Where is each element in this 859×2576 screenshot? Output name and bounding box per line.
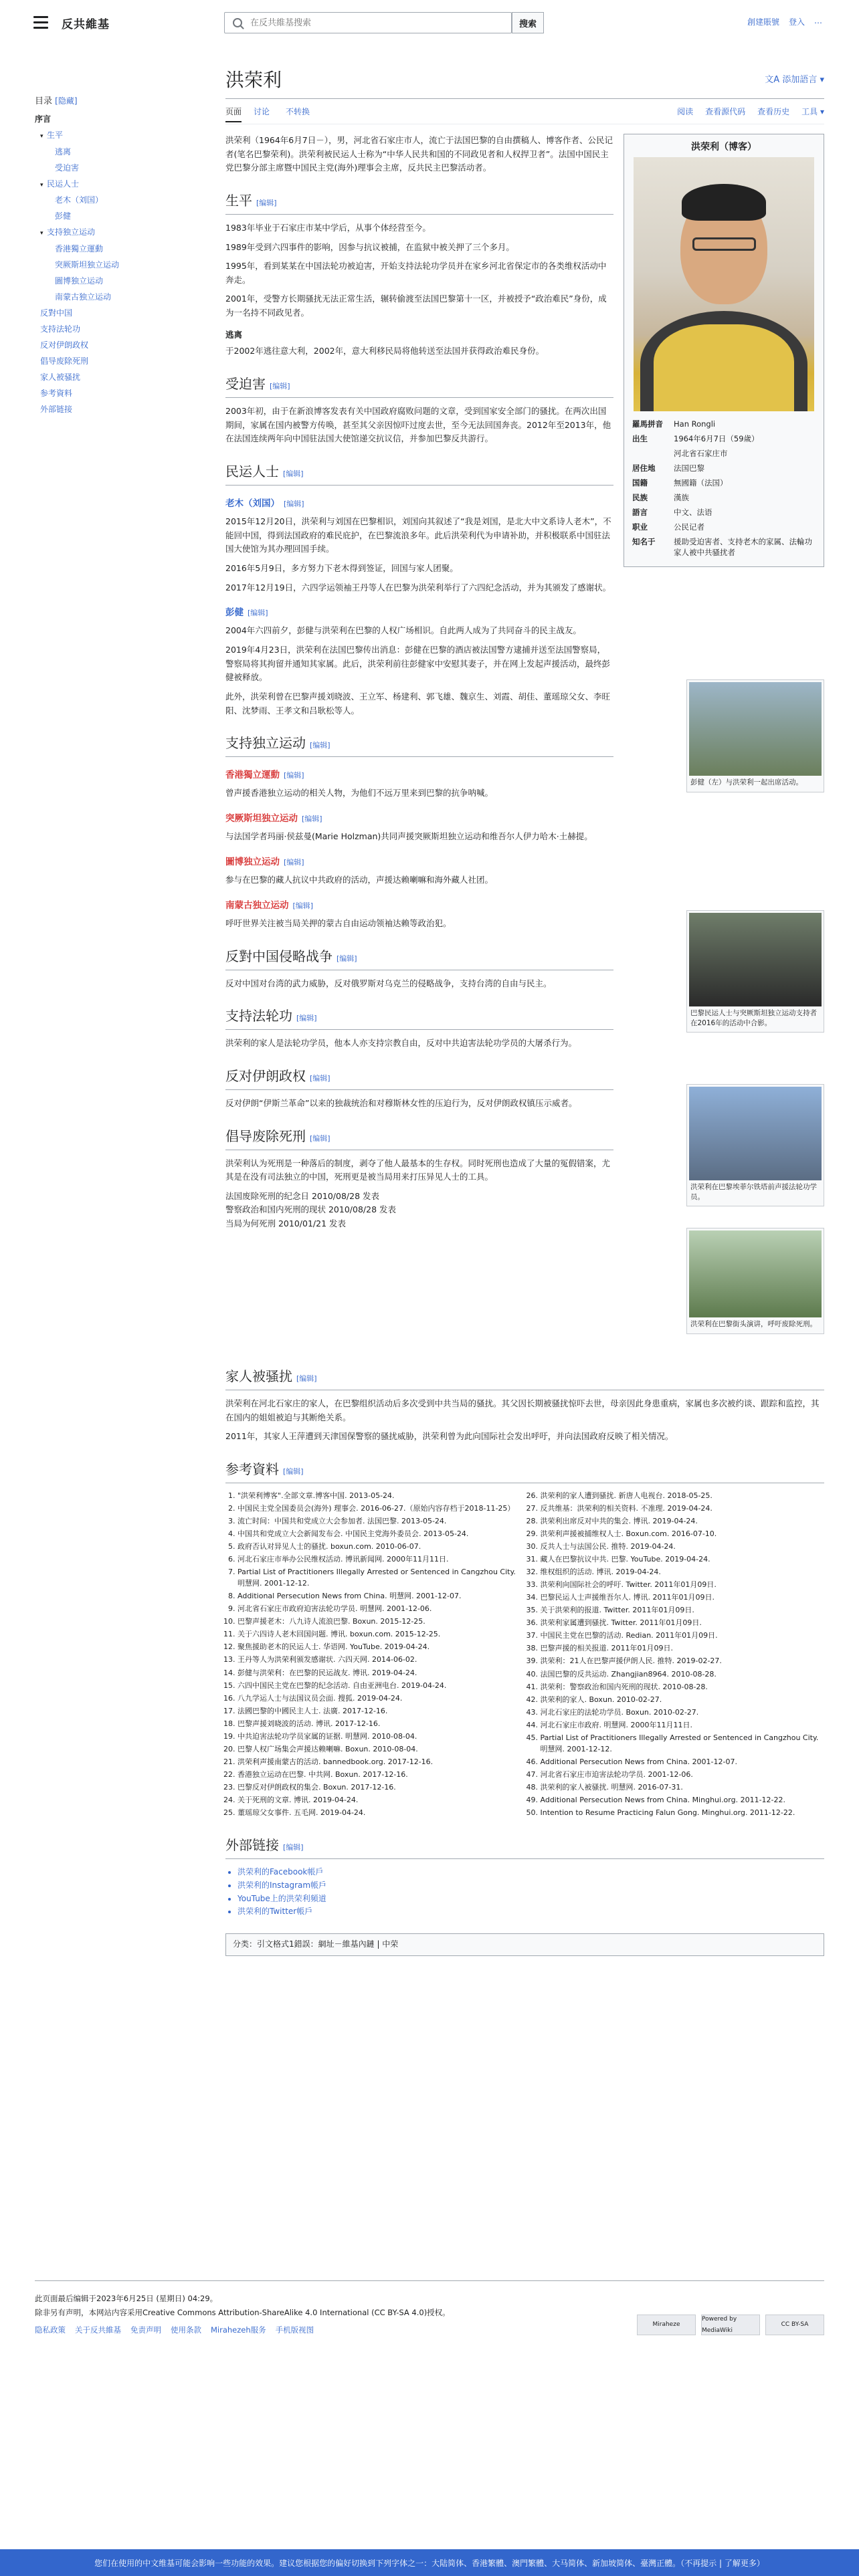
thumb-image[interactable]: 彭健（左）与洪荣利一起出席活动。 — [686, 679, 824, 792]
reference-item[interactable]: 17. 法國巴黎的中國民主人士. 法廣. 2017-12-16. — [237, 1705, 522, 1717]
laomu-text: 2016年5月9日，多方努力下老木得到签证，回国与家人团聚。 — [225, 562, 458, 573]
search-button[interactable]: 搜索 — [512, 12, 544, 33]
toc-list — [35, 113, 195, 415]
section-tibet: 圖博独立运动 [编辑] — [225, 856, 304, 867]
section-laomu: 老木（刘国） [编辑] — [225, 498, 304, 509]
reference-item[interactable]: 32. 维权组织的活动. 博讯. 2019-04-24. — [541, 1566, 825, 1578]
footer-link[interactable]: 关于反共維基 — [75, 2325, 121, 2335]
section-pengjian: 彭健 [编辑] — [225, 607, 268, 619]
chevron-down-icon[interactable]: ▾ — [40, 230, 43, 237]
reference-item[interactable]: 7. Partial List of Practitioners Illegally Arrested or Sentenced in Cangzhou City. 明慧网. 2001-12-12. — [237, 1566, 522, 1589]
tab-page[interactable]: 页面 — [225, 106, 242, 122]
reference-item[interactable]: 12. 聚焦援助老木的民运人士. 华语网. YouTube. 2019-04-24. — [237, 1641, 522, 1652]
laomu-text: 2015年12月20日，洪荣利与刘国在巴黎相识，刘国向其叙述了“我是刘国，是北大中文系诗人老木”，不能回中国，得到法国政府的难民庇护，在巴黎流浪多年。此后洪荣利代为申请补助，并积极联系中国驻法国大使馆为其办理回国手续。 — [225, 516, 611, 554]
life-item: 1989年受到六四事件的影响，因参与抗议被捕，在监狱中被关押了三个多月。 — [225, 241, 514, 252]
tab-read[interactable]: 阅读 — [677, 107, 694, 116]
view-tabs — [677, 106, 824, 117]
reference-item[interactable]: 18. 巴黎声援刘晓波的活动. 博讯. 2017-12-16. — [237, 1718, 522, 1729]
infobox-row: 河北省石家庄市 — [674, 449, 728, 458]
add-languages-button[interactable]: 文A 添加語言 ▾ — [765, 75, 824, 85]
site-logo[interactable]: 反共維基 — [62, 18, 110, 31]
life-item: 1983年毕业于石家庄市某中学后，从事个体经营至今。 — [225, 222, 431, 233]
reference-item[interactable]: 6. 河北石家庄市举办公民维权活动. 博讯新闻网. 2000年11月11日. — [237, 1553, 522, 1565]
main-content — [225, 64, 824, 1949]
footer-link[interactable]: 使用条款 — [171, 2325, 201, 2335]
footer-link[interactable]: 手机版视图 — [275, 2325, 314, 2335]
pengjian-text: 此外，洪荣利曾在巴黎声援刘晓波、王立军、杨建利、郭飞雄、魏京生、刘霞、胡佳、董瑶琼父女、李旺阳、沈梦雨、王孝文和吕耿松等人。 — [225, 691, 611, 716]
top-header — [0, 0, 859, 47]
reference-item[interactable]: 31. 藏人在巴黎抗议中共. 巴黎. YouTube. 2019-04-24. — [541, 1553, 825, 1565]
reference-item[interactable]: 37. 中国民主党在巴黎的活动. Redian. 2011年01月09日. — [541, 1630, 825, 1641]
reference-item[interactable]: 43. 河北石家庄的法轮功学员. Boxun. 2010-02-27. — [541, 1707, 825, 1718]
reference-item[interactable]: 29. 洪荣利声援被捕维权人士. Boxun.com. 2016-07-10. — [541, 1528, 825, 1539]
reference-item[interactable]: 35. 关于洪荣利的报道. Twitter. 2011年01月09日. — [541, 1604, 825, 1616]
iran-text: 反对伊朗“伊斯兰革命”以来的独裁统治和对穆斯林女性的压迫行为，反对伊朗政权镇压示威者。 — [225, 1097, 577, 1108]
section-turk: 突厥斯坦独立运动 [编辑] — [225, 813, 322, 825]
footer — [35, 2280, 824, 2337]
reference-item[interactable]: 34. 巴黎民运人士声援维吾尔人. 博讯. 2011年01月09日. — [541, 1592, 825, 1603]
section-ext: 外部链接 [编辑] — [225, 1834, 824, 1859]
death-item: 当局为何死刑 2010/01/21 发表 — [225, 1218, 346, 1229]
laomu-text: 2017年12月19日，六四学运领袖王丹等人在巴黎为洪荣利举行了六四纪念活动，并为其颁发了感谢状。 — [225, 582, 611, 593]
intro-paragraph: 洪荣利（1964年6月7日－），男，河北省石家庄市人，流亡于法国巴黎的自由撰稿人、博客作者、公民记者(笔名巴黎荣利)。洪荣利被民运人士称为“中华人民共和国的不同政见者和人权捍卫者”。法国中国民主党巴黎分部主席暨中国民主党(海外)理事会主席，反共民主巴黎活动者。 — [225, 135, 613, 173]
portrait-image[interactable] — [634, 157, 814, 411]
create-account-link[interactable]: 創建賬號 — [747, 17, 779, 27]
thumb-image[interactable]: 洪荣利在巴黎埃菲尔铁塔前声援法轮功学员。 — [686, 1084, 824, 1206]
tab-variant[interactable]: 不转换 — [286, 107, 310, 116]
article-body — [225, 134, 613, 1231]
reference-item[interactable]: 33. 洪荣利向国际社会的呼吁. Twitter. 2011年01月09日. — [541, 1579, 825, 1590]
reference-item[interactable]: 38. 巴黎声援的相关报道. 2011年01月09日. — [541, 1642, 825, 1654]
infobox-row: 国籍 無國籍（法国） — [632, 478, 728, 488]
toc-item[interactable]: 参考資料 — [40, 388, 73, 398]
toc-item[interactable]: 彭健 — [55, 211, 72, 221]
section-death: 倡导废除死刑 [编辑] — [225, 1125, 613, 1150]
toc-item[interactable]: 受迫害 — [55, 163, 80, 173]
cc-badge[interactable]: CC BY-SA — [765, 2315, 824, 2335]
category-box[interactable]: 分类：引文格式1錯誤：網址－維基內鏈 | 中荣 — [225, 1933, 824, 1956]
toc-item[interactable]: 支持法轮功 — [40, 324, 81, 334]
reference-item[interactable]: 41. 洪荣利：警察政治和国内死刑的现状. 2010-08-28. — [541, 1681, 825, 1693]
toc-item[interactable]: 外部链接 — [40, 404, 73, 414]
toc-item[interactable]: 反對中国 — [40, 308, 73, 318]
lower-body — [225, 1351, 824, 1956]
reference-item[interactable]: 28. 洪荣利出席反对中共的集会. 博讯. 2019-04-24. — [541, 1515, 825, 1527]
reference-item[interactable]: 15. 六四中国民主党在巴黎的纪念活动. 自由亚洲电台. 2019-04-24. — [237, 1680, 522, 1691]
death-item: 法国废除死刑的纪念日 2010/08/28 发表 — [225, 1190, 379, 1201]
reference-item[interactable]: 4. 中国共和党成立大会新闻发布会. 中国民主党海外委员会. 2013-05-24. — [237, 1528, 522, 1539]
toc-item[interactable]: 香港獨立運動 — [55, 243, 104, 253]
external-link[interactable]: • 洪荣利的Instagram帳戶 — [237, 1879, 824, 1893]
reference-item[interactable]: 42. 洪荣利的家人. Boxun. 2010-02-27. — [541, 1694, 825, 1705]
family-text: 洪荣利在河北石家庄的家人，在巴黎组织活动后多次受到中共当局的骚扰。其父因长期被骚扰惊吓去世，母亲因此身患重病，家属也多次被约谈、跟踪和监控，其在国内的姐姐被迫与其断绝关系。 — [225, 1398, 820, 1422]
menu-icon[interactable] — [33, 16, 48, 29]
thumb-image[interactable]: 洪荣利在巴黎街头演讲，呼吁废除死刑。 — [686, 1228, 824, 1334]
page-title: 洪荣利 — [225, 69, 282, 91]
user-links — [747, 16, 822, 27]
search-box[interactable] — [224, 12, 512, 33]
reference-item[interactable]: 13. 王丹等人为洪荣利颁发感谢状. 六四天网. 2014-06-02. — [237, 1654, 522, 1665]
pengjian-text: 2019年4月23日，洪荣利在法国巴黎传出消息：彭健在巴黎的酒店被法国警方逮捕并送至法国警察局，警察局将其拘留并通知其家属。此后，洪荣利前往彭健家中安慰其妻子，并在网上发起声援活动，最终彭健被释放。 — [225, 645, 611, 683]
toc-hide-link[interactable]: [隐藏] — [55, 96, 78, 106]
death-text: 洪荣利认为死刑是一种落后的制度，剥夺了他人最基本的生存权。同时死刑也造成了大量的冤假错案，尤其是在没有司法独立的中国，死刑更是被当局用来打压异见人士的工具。 — [225, 1158, 611, 1182]
section-refs: 参考資料 [编辑] — [225, 1459, 824, 1483]
reference-item[interactable]: 22. 香港独立运动在巴黎. 中共网. Boxun. 2017-12-16. — [237, 1769, 522, 1780]
chevron-down-icon[interactable]: ▾ — [40, 181, 43, 189]
reference-item[interactable]: 48. 洪荣利的家人被骚扰. 明慧网. 2016-07-31. — [541, 1782, 825, 1793]
external-link[interactable]: • YouTube上的洪荣利頻道 — [237, 1893, 824, 1906]
login-link[interactable]: 登入 — [788, 17, 805, 27]
toc-item[interactable]: 反对伊朗政权 — [40, 340, 89, 350]
external-links-list — [225, 1866, 824, 1919]
footer-link[interactable]: Mirahezeh服务 — [211, 2325, 266, 2335]
toc-item[interactable]: 圖博独立运动 — [55, 276, 104, 286]
tibet-text: 参与在巴黎的藏人抗议中共政府的活动，声援达赖喇嘛和海外藏人社团。 — [225, 875, 494, 885]
hk-text: 曾声援香港独立运动的相关人物，为他们不远万里来到巴黎的抗争呐喊。 — [225, 788, 494, 798]
reference-item[interactable]: 49. Additional Persecution News from China. Minghui.org. 2011-12-22. — [541, 1794, 825, 1806]
falun-text: 洪荣利的家人是法轮功学员，他本人亦支持宗教自由，反对中共迫害法轮功学员的大屠杀行为。 — [225, 1038, 577, 1049]
references-list — [225, 1490, 824, 1820]
page-tabs — [225, 99, 824, 124]
reference-item[interactable]: 23. 巴黎反对伊朗政权的集会. Boxun. 2017-12-16. — [237, 1782, 522, 1793]
escape-text: 于2002年逃往意大利，2002年，意大利移民局将他转送至法国并获得政治难民身份。 — [225, 346, 545, 356]
toc-item[interactable]: 序言 — [35, 114, 52, 124]
reference-item[interactable]: 1. "洪荣利博客".全部文章.博客中国. 2013-05-24. — [237, 1490, 522, 1501]
more-icon[interactable]: … — [814, 16, 822, 25]
external-link[interactable]: • 洪荣利的Twitter帳戶 — [237, 1905, 824, 1919]
reference-item[interactable]: 19. 中共迫害法轮功学员家属的证据. 明慧网. 2010-08-04. — [237, 1731, 522, 1742]
anti-cn-text: 反对中国对台湾的武力威胁，反对俄罗斯对乌克兰的侵略战争，支持台湾的自由与民主。 — [225, 978, 552, 988]
reference-item[interactable]: 24. 关于死刑的文章. 博讯. 2019-04-24. — [237, 1794, 522, 1806]
toc-item[interactable]: ▾ 支持独立运动 — [35, 226, 195, 239]
reference-item[interactable]: 20. 巴黎人权广场集会声援达赖喇嘛. Boxun. 2010-08-04. — [237, 1743, 522, 1755]
toc-item[interactable]: 南蒙古独立运动 — [55, 292, 112, 302]
section-independence: 支持独立运动 [编辑] — [225, 732, 613, 757]
table-of-contents — [35, 94, 195, 419]
section-hk: 香港獨立運動 [编辑] — [225, 770, 304, 781]
chevron-down-icon[interactable]: ▾ — [40, 133, 43, 140]
death-item: 警察政治和国内死刑的现状 2010/08/28 发表 — [225, 1204, 396, 1215]
infobox-row: 語言 中文、法语 — [632, 508, 712, 517]
infobox-title: 洪荣利（博客） — [691, 142, 757, 152]
section-anti-cn: 反對中国侵略战争 [编辑] — [225, 946, 613, 970]
title-row — [225, 64, 824, 99]
reference-item[interactable]: 21. 洪荣利声援南蒙古的活动. bannedbook.org. 2017-12-16. — [237, 1756, 522, 1767]
reference-item[interactable]: 40. 法国巴黎的反共运动. Zhangjian8964. 2010-08-28. — [541, 1669, 825, 1680]
mediawiki-badge[interactable]: Powered by MediaWiki — [701, 2315, 760, 2335]
section-falun: 支持法轮功 [编辑] — [225, 1005, 613, 1030]
section-escape: 逃离 — [225, 329, 243, 340]
persecuted-text: 2003年初，由于在新浪博客发表有关中国政府腐败问题的文章，受到国家安全部门的骚扰。在两次出国期间，家属在国内被警方传唤，甚至其父亲因惊吓过度去世，至今无法回国奔丧。2012年至2013年，他在法国连续两年向中国驻法国大使馆递交抗议信，并参加巴黎反共游行。 — [225, 405, 611, 444]
search-input[interactable] — [249, 17, 511, 29]
reference-item[interactable]: 25. 董瑶琼父女事件. 五毛网. 2019-04-24. — [237, 1807, 522, 1818]
reference-item[interactable]: 44. 河北石家庄市政府. 明慧网. 2000年11月11日. — [541, 1719, 825, 1731]
toc-item[interactable]: 突厥斯坦独立运动 — [55, 259, 120, 270]
toc-item[interactable]: ▾ 生平 — [35, 129, 195, 142]
reference-item[interactable]: 14. 彭健与洪荣利：在巴黎的民运战友. 博讯. 2019-04-24. — [237, 1667, 522, 1679]
reference-item[interactable]: 11. 关于六四诗人老木回国问题. 博讯. boxun.com. 2015-12-25. — [237, 1628, 522, 1640]
infobox-row: 知名于 援助受迫害者、支持老木的家属、法輪功家人被中共骚扰者 — [632, 537, 812, 557]
section-life: 生平 [编辑] — [225, 190, 613, 215]
life-item: 1995年，看到某某在中国法轮功被迫害，开始支持法轮功学员并在家乡河北省保定市的各类维权活动中奔走。 — [225, 261, 607, 285]
reference-item[interactable]: 30. 反共人士与法国公民. 推特. 2019-04-24. — [541, 1541, 825, 1552]
footer-link[interactable]: 免责声明 — [130, 2325, 161, 2335]
infobox-row: 羅馬拼音 Han Rongli — [632, 419, 716, 429]
tab-view-source[interactable]: 查看源代码 — [705, 107, 746, 116]
reference-item[interactable]: 50. Intention to Resume Practicing Falun Gong. Minghui.org. 2011-12-22. — [541, 1807, 825, 1818]
reference-item[interactable]: 27. 反共维基：洪荣利的相关资料. 不准理. 2019-04-24. — [541, 1503, 825, 1514]
infobox-table — [630, 417, 818, 560]
section-iran: 反对伊朗政权 [编辑] — [225, 1065, 613, 1090]
footer-link[interactable]: 隐私政策 — [35, 2325, 66, 2335]
family-text: 2011年，其家人王萍遭到天津国保警察的骚扰威胁，洪荣利曾为此向国际社会发出呼吁，并向法国政府反映了相关情况。 — [225, 1431, 674, 1442]
tab-history[interactable]: 查看历史 — [757, 107, 790, 116]
toc-item[interactable]: 家人被骚扰 — [40, 372, 81, 382]
reference-item[interactable]: 47. 河北省石家庄市迫害法轮功学员. 2001-12-06. — [541, 1769, 825, 1780]
miraheze-badge[interactable]: Miraheze — [637, 2315, 696, 2335]
toc-item[interactable]: 老木（刘国） — [55, 195, 104, 205]
reference-item[interactable]: 5. 政府否认对异见人士的骚扰. boxun.com. 2010-06-07. — [237, 1541, 522, 1552]
reference-item[interactable]: 9. 河北省石家庄市政府迫害法轮功学员. 明慧网. 2001-12-06. — [237, 1603, 522, 1614]
infobox-row: 出生 1964年6月7日（59歲） — [632, 434, 759, 443]
toc-item[interactable]: 逃离 — [55, 146, 72, 156]
pengjian-text: 2004年六四前夕，彭健与洪荣利在巴黎的人权广场相识。自此两人成为了共同奋斗的民主战友。 — [225, 625, 581, 636]
infobox-row: 居住地 法国巴黎 — [632, 463, 704, 473]
toc-item[interactable]: 倡导废除死刑 — [40, 356, 89, 366]
reference-item[interactable]: 16. 八九学运人士与法国议员会面. 搜狐. 2019-04-24. — [237, 1693, 522, 1704]
reference-item[interactable]: 8. Additional Persecution News from China. 明慧网. 2001-12-07. — [237, 1590, 522, 1602]
turk-text: 与法国学者玛丽·侯兹曼(Marie Holzman)共同声援突厥斯坦独立运动和维吾尔人伊力哈木·土赫提。 — [225, 831, 593, 842]
reference-item[interactable]: 2. 中国民主党全国委员会(海外) 理事会. 2016-06-27.（原始内容存档于2018-11-25） — [237, 1503, 522, 1514]
thumb-image[interactable]: 巴黎民运人士与突厥斯坦独立运动支持者在2016年的活动中合影。 — [686, 910, 824, 1033]
license-text: 除非另有声明，本网站内容采用Creative Commons Attribution-ShareAlike 4.0 International (CC BY-SA 4.0)授权。 — [35, 2307, 450, 2317]
infobox-row: 民族 漢族 — [632, 493, 689, 502]
reference-item[interactable]: 45. Partial List of Practitioners Illegally Arrested or Sentenced in Cangzhou City. 明慧网. 2001-12-12. — [541, 1732, 825, 1755]
toc-item[interactable]: ▾ 民运人士 — [35, 178, 195, 191]
toc-title: 目录 [隐藏] — [35, 96, 78, 106]
footer-badges — [637, 2315, 824, 2335]
infobox-row: 职业 公民记者 — [632, 522, 704, 532]
section-mongol: 南蒙古独立运动 [编辑] — [225, 899, 314, 911]
section-persecuted: 受迫害 [编辑] — [225, 373, 613, 398]
last-edited: 此页面最后编辑于2023年6月25日 (星期日) 04:29。 — [35, 2294, 218, 2303]
tab-talk[interactable]: 讨论 — [254, 107, 270, 116]
search-icon — [233, 18, 242, 27]
tools-menu[interactable]: 工具 ▾ — [801, 107, 824, 116]
section-family: 家人被骚扰 [编辑] — [225, 1366, 824, 1390]
reference-item[interactable]: 3. 流亡时间：中国共和党成立大会参加者. 法国巴黎. 2013-05-24. — [237, 1515, 522, 1527]
mongol-text: 呼吁世界关注被当局关押的蒙古自由运动领袖达赖等政治犯。 — [225, 918, 452, 929]
reference-item[interactable]: 10. 巴黎声援老木：八九诗人流浪巴黎. Boxun. 2015-12-25. — [237, 1616, 522, 1627]
life-item: 2001年，受警方长期骚扰无法正常生活，辗转偷渡至法国巴黎第十一区，并被授予“政治难民”身份，成为一名持不同政见者。 — [225, 294, 607, 318]
external-link[interactable]: • 洪荣利的Facebook帳戶 — [237, 1866, 824, 1879]
reference-item[interactable]: 36. 洪荣利家属遭到骚扰. Twitter. 2011年01月09日. — [541, 1617, 825, 1628]
reference-item[interactable]: 46. Additional Persecution News from China. 2001-12-07. — [541, 1756, 825, 1767]
reference-item[interactable]: 39. 洪荣利：21人在巴黎声援伊朗人民. 推特. 2019-02-27. — [541, 1655, 825, 1667]
variant-notice-banner[interactable]: 您们在使用的中文维基可能会影响一些功能的效果。建议您根据您的偏好切换到下列字体之一：大陆简体、香港繁體、澳門繁體、大马简体、新加坡简体、臺灣正體。（不再提示 | 了解更多） — [0, 2549, 859, 2576]
infobox — [624, 134, 824, 567]
section-democracy: 民运人士 [编辑] — [225, 461, 613, 486]
reference-item[interactable]: 26. 洪荣利的家人遭到骚扰. 新唐人电视台. 2018-05-25. — [541, 1490, 825, 1501]
